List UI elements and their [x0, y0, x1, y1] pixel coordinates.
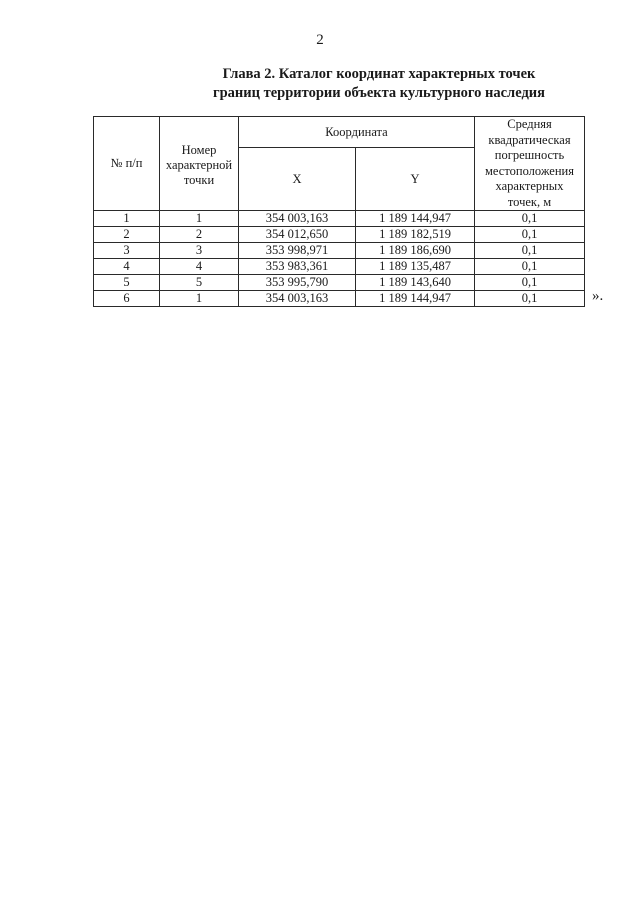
header-x: X: [239, 148, 356, 211]
cell-y: 1 189 186,690: [356, 243, 475, 259]
cell-error: 0,1: [475, 243, 585, 259]
cell-x: 353 995,790: [239, 275, 356, 291]
cell-error: 0,1: [475, 211, 585, 227]
cell-point: 3: [160, 243, 239, 259]
cell-x: 354 003,163: [239, 291, 356, 307]
cell-num: 4: [94, 259, 160, 275]
cell-num: 2: [94, 227, 160, 243]
table-row: [94, 243, 585, 259]
cell-error: 0,1: [475, 275, 585, 291]
table-row: [94, 275, 585, 291]
cell-error: 0,1: [475, 291, 585, 307]
header-error-line-3: погрешность: [494, 148, 565, 162]
cell-y: 1 189 182,519: [356, 227, 475, 243]
cell-error: 0,1: [475, 227, 585, 243]
header-error-line-5: характерных: [495, 179, 564, 193]
header-error: [475, 117, 585, 211]
header-point-line-2: характерной: [165, 158, 233, 172]
header-coordinate: Координата: [239, 117, 475, 148]
cell-x: 353 998,971: [239, 243, 356, 259]
cell-point: 1: [160, 211, 239, 227]
chapter-title-line-2: границ территории объекта культурного наследия: [213, 85, 545, 101]
header-num: № п/п: [94, 117, 160, 211]
cell-y: 1 189 144,947: [356, 211, 475, 227]
page-number: 2: [316, 32, 324, 48]
cell-y: 1 189 143,640: [356, 275, 475, 291]
table-row: [94, 291, 585, 307]
header-error-line-2: квадратическая: [488, 132, 571, 147]
header-y: Y: [356, 148, 475, 211]
cell-num: 1: [94, 211, 160, 227]
cell-num: 5: [94, 275, 160, 291]
closing-quote-mark: ».: [592, 288, 604, 304]
header-error-line-6: точек, м: [507, 194, 552, 209]
cell-point: 1: [160, 291, 239, 307]
cell-x: 354 003,163: [239, 211, 356, 227]
cell-error: 0,1: [475, 259, 585, 275]
table-row: [94, 211, 585, 227]
cell-num: 3: [94, 243, 160, 259]
cell-point: 4: [160, 259, 239, 275]
cell-y: 1 189 135,487: [356, 259, 475, 275]
table-row: [94, 259, 585, 275]
cell-point: 2: [160, 227, 239, 243]
header-point-line-3: точки: [183, 173, 215, 187]
header-point-number: [160, 117, 239, 211]
header-point-line-1: Номер: [181, 143, 217, 157]
chapter-title-line-1: Глава 2. Каталог координат характерных точек: [222, 66, 536, 82]
coordinates-table: [93, 116, 585, 307]
header-error-line-1: Средняя: [507, 117, 552, 131]
cell-point: 5: [160, 275, 239, 291]
header-error-line-4: местоположения: [485, 163, 574, 178]
cell-x: 354 012,650: [239, 227, 356, 243]
chapter-title: [200, 65, 558, 103]
cell-y: 1 189 144,947: [356, 291, 475, 307]
cell-x: 353 983,361: [239, 259, 356, 275]
cell-num: 6: [94, 291, 160, 307]
table-row: [94, 227, 585, 243]
